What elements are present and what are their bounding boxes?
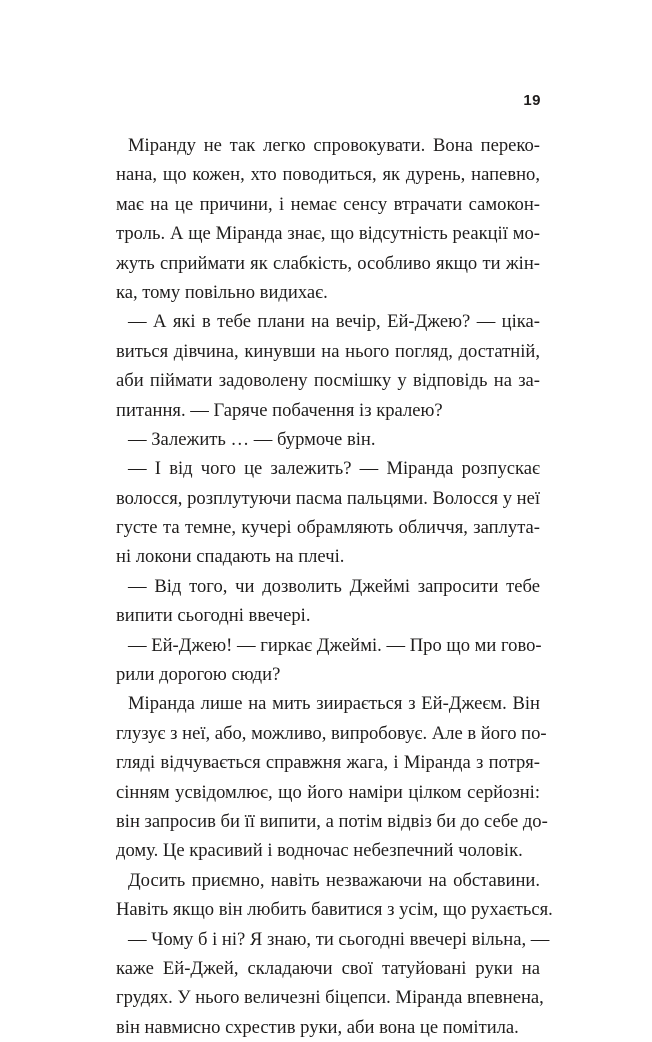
text-line: він навмисно схрестив руки, аби вона це помітила. [116, 1016, 519, 1038]
text-line: Навіть якщо він любить бавитися з усім, що рухається. [116, 899, 553, 921]
text-line: жуть сприймати як слабкість, особливо якщо ти жін- [116, 252, 540, 274]
text-line: дому. Це красивий і водночас небезпечний чоловік. [116, 840, 523, 862]
text-line: питання. — Гаряче побачення із кралею? [116, 399, 443, 421]
text-line: троль. А ще Міранда знає, що відсутність реакції мо- [116, 223, 540, 245]
text-line: ка, тому повільно видихає. [116, 281, 328, 303]
text-line: — Залежить … — бурмоче він. [128, 428, 376, 450]
text-line: він запросив би її випити, а потім відвіз би до себе до- [116, 810, 548, 832]
text-line: каже Ей-Джей, складаючи свої татуйовані руки на [116, 957, 540, 979]
text-line: ні локони спадають на плечі. [116, 546, 345, 568]
text-line: грудях. У нього величезні біцепси. Міранда впевнена, [116, 987, 544, 1009]
text-line: — І від чого це залежить? — Міранда розпускає [128, 458, 540, 480]
text-line: Міранда лише на мить зиирається з Ей-Джеєм. Він [128, 693, 540, 715]
body-text [116, 131, 553, 1042]
text-line: гляді відчувається справжня жага, і Міранда з потря- [116, 752, 540, 774]
text-line: має на це причини, і немає сенсу втрачати самокон- [116, 193, 540, 215]
text-line: аби піймати задоволену посмішку у відповідь на за- [116, 370, 540, 392]
text-line: глузує з неї, або, можливо, випробовує. Але в його по- [116, 722, 547, 744]
text-line: Міранду не так легко спровокувати. Вона переко- [128, 135, 540, 156]
text-line: — Чому б і ні? Я знаю, ти сьогодні ввечері вільна, — [128, 928, 550, 950]
text-line: випити сьогодні ввечері. [116, 605, 311, 627]
text-line: Досить приємно, навіть незважаючи на обставини. [128, 869, 540, 891]
page-number: 19 [523, 92, 541, 109]
text-line: сінням усвідомлює, що його наміри цілком серйозні: [116, 781, 540, 803]
text-line: густе та темне, кучері обрамляють обличчя, заплута- [116, 517, 540, 539]
text-line: волосся, розплутуючи пасма пальцями. Волосся у неї [116, 487, 541, 509]
text-line: — Від того, чи дозволить Джеймі запросити тебе [128, 575, 540, 597]
text-line: нана, що кожен, хто поводиться, як дурень, напевно, [116, 164, 540, 186]
text-line: рили дорогою сюди? [116, 664, 281, 686]
text-line: — А які в тебе плани на вечір, Ей-Джею? — ціка- [128, 311, 540, 333]
text-line: — Ей-Джею! — гиркає Джеймі. — Про що ми гово- [128, 634, 542, 656]
text-line: виться дівчина, кинувши на нього погляд, достатній, [116, 340, 540, 362]
